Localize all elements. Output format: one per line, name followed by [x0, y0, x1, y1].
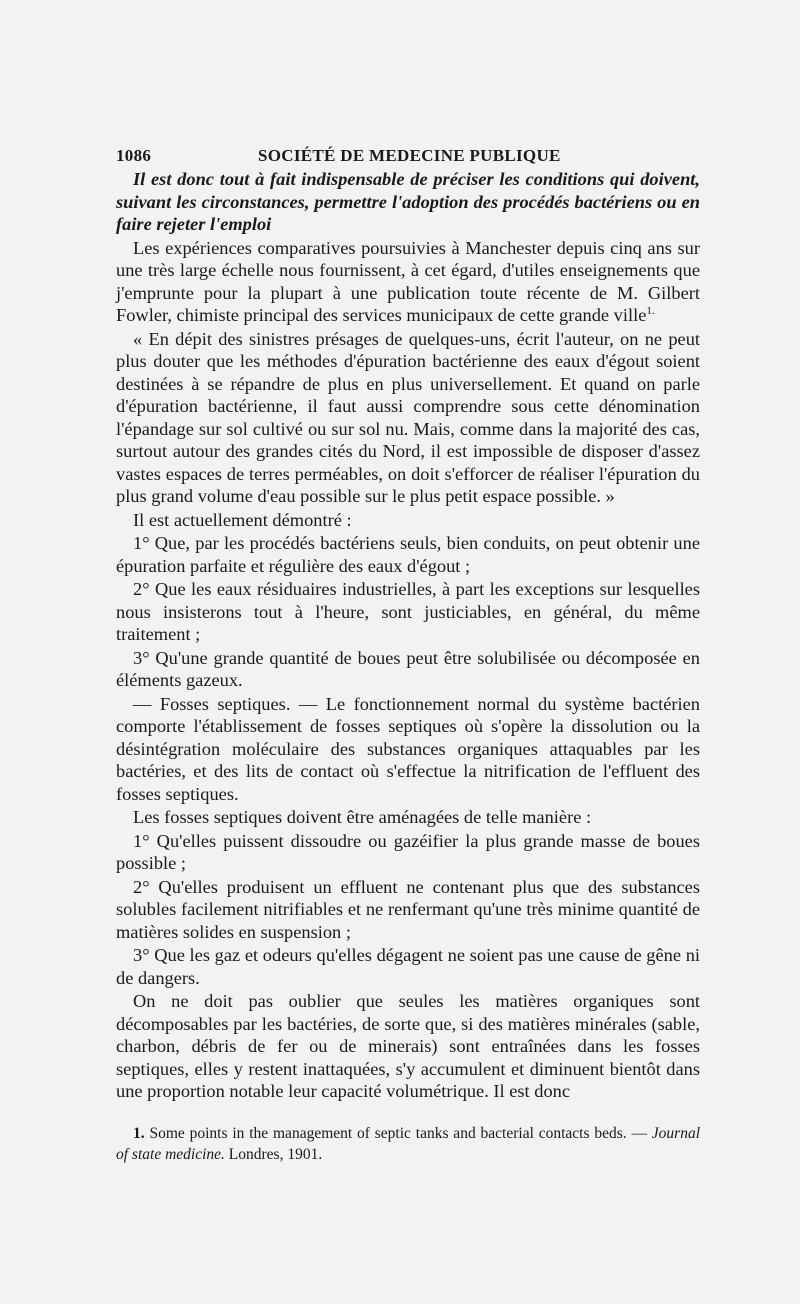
footnote-source: Journal of state medicine. — [116, 1124, 701, 1163]
list-item-4: 1° Qu'elles puissent dissoudre ou gazéifier la plus grande masse de boues possible ; — [116, 830, 700, 873]
page-header — [116, 138, 700, 168]
footnote-place-date: Londres, 1901. — [228, 1145, 323, 1163]
footnote-text: Some points in the management of septic tanks and bacterial contacts beds. — — [149, 1124, 647, 1142]
list-item-1: 1° Que, par les procédés bactériens seuls, bien conduits, on peut obtenir une épuration parfaite et régulière des eaux d'égout ; — [116, 533, 700, 576]
body-text — [116, 168, 700, 1103]
footnote-reference: 1. — [646, 304, 655, 317]
footnote-number: 1. — [133, 1124, 145, 1142]
paragraph-manchester-text: Les expériences comparatives poursuivies à Manchester depuis cinq ans sur une très large échelle nous fournissent, à cet égard, d'utiles enseignements que j'emprunte pour la plupart à une publication toute récente de M. Gilbert Fowler, chimiste principal des services municipaux de cette grande ville — [116, 237, 700, 325]
list-item-2: 2° Que les eaux résiduaires industrielles, à part les exceptions sur lesquelles nous insisterons tout à l'heure, sont justiciables, en général, du même traitement ; — [116, 579, 700, 644]
paragraph-demonstrated: Il est actuellement démontré : — [133, 509, 352, 530]
footnotes — [116, 1123, 700, 1165]
paragraph-amenagement: Les fosses septiques doivent être aménagées de telle manière : — [133, 807, 592, 827]
page-number: 1086 — [116, 146, 152, 165]
list-item-3: 3° Qu'une grande quantité de boues peut être solubilisée ou décomposée en éléments gazeux. — [116, 647, 700, 690]
list-item-5: 2° Qu'elles produisent un effluent ne contenant plus que des substances solubles facilement nitrifiables et ne renfermant qu'une très minime quantité de matières solides en suspension ; — [116, 876, 700, 942]
running-head: SOCIÉTÉ DE MEDECINE PUBLIQUE — [258, 146, 561, 165]
paragraph-quote: « En dépit des sinistres présages de quelques-uns, écrit l'auteur, on ne peut plus douter que les méthodes d'épuration bactérienne des eaux d'égout soient destinées à se répandre de plus en plus universellement. Et quand on parle d'épuration bactérienne, il faut aussi comprendre sous cette dénomination l'épandage sur sol cultivé ou sur sol nu. Mais, comme dans la majorité des cas, surtout autour des grandes cités du Nord, il est impossible de disposer d'assez vastes espaces de terres perméables, on doit s'efforcer de réaliser l'épuration du plus grand volume d'eau possible sur le plus petit espace possible. » — [116, 328, 700, 506]
paragraph-manchester — [116, 237, 700, 327]
paragraph-intro: Il est donc tout à fait indispensable de préciser les conditions qui doivent, suivant les circonstances, permettre l'adoption des procédés bactériens ou en faire rejeter l'emploi — [116, 169, 700, 234]
paragraph-fosses-septiques: — Fosses septiques. — Le fonctionnement normal du système bactérien comporte l'établissement de fosses septiques où s'opère la dissolution ou la désintégration moléculaire des substances organiques attaquables par les bactéries, et des lits de contact où s'effectue la nitrification de l'effluent des fosses septiques. — [116, 693, 700, 804]
paragraph-matieres: On ne doit pas oublier que seules les matières organiques sont décomposables par les bactéries, de sorte que, si des matières minérales (sable, charbon, débris de fer ou de minerais) sont entraînées dans les fosses septiques, elles y restent inattaquées, s'y accumulent et diminuent bientôt dans une proportion notable leur capacité volumétrique. Il est donc — [116, 991, 700, 1101]
footnote-1 — [116, 1123, 700, 1165]
list-item-6: 3° Que les gaz et odeurs qu'elles dégagent ne soient pas une cause de gêne ni de dangers. — [116, 945, 700, 988]
